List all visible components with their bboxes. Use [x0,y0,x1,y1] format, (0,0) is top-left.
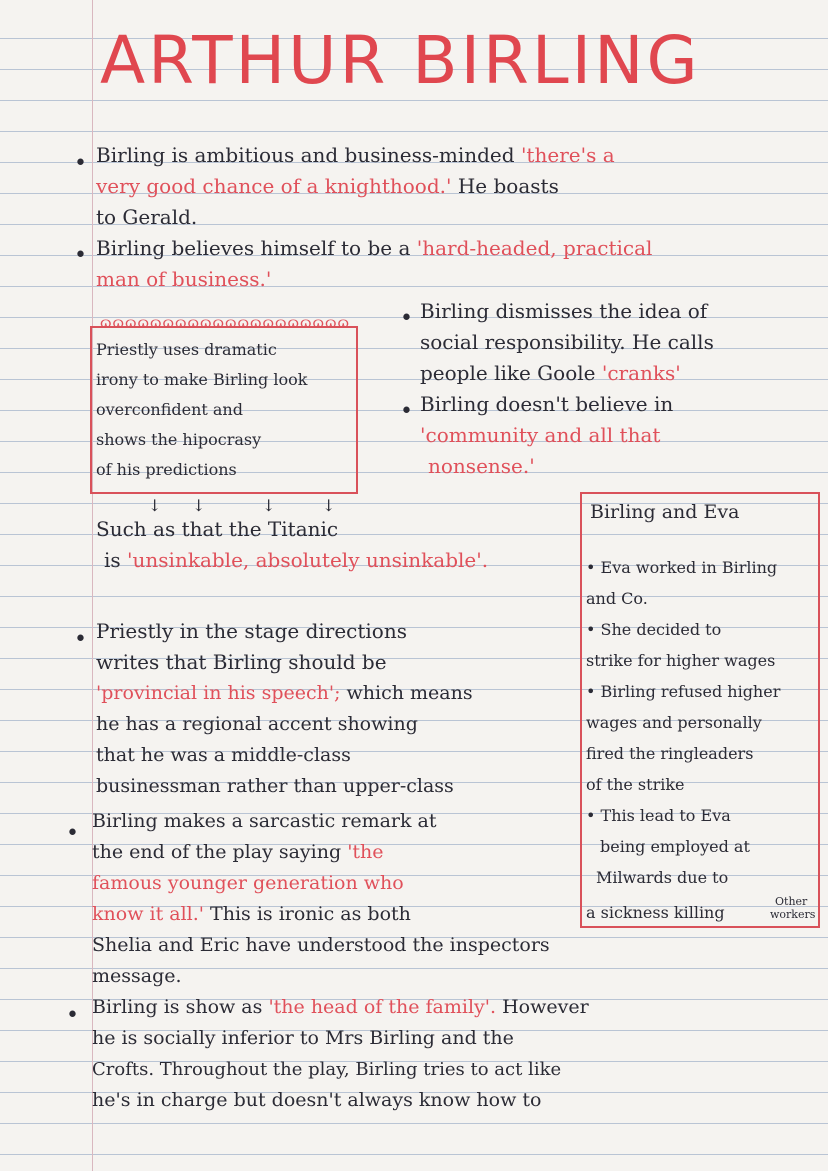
text-line: Such as that the Titanic [96,517,339,541]
text-line [96,233,652,264]
text-line [92,992,589,1023]
note-line: shows the hipocrasy [96,430,262,449]
box-note: workers [770,908,816,921]
text-line: Crofts. Throughout the play, Birling tries to act like [92,1059,562,1080]
text-line: businessman rather than upper-class [96,775,454,797]
quote: 'the head of the family'. [268,996,497,1018]
text-line [104,545,488,576]
text-line [92,899,411,930]
text-segment: Birling is show as [92,996,263,1018]
box-line: a sickness killing [586,903,725,922]
text-line: he has a regional accent showing [96,713,418,735]
bullet: • [74,151,87,176]
arrow-down-icon: ↓ [262,496,276,515]
text-line: he's in charge but doesn't always know how to [92,1089,542,1111]
text-line [92,837,384,868]
bullet: • [74,243,87,268]
bullet: • [400,399,413,424]
box-line: • Eva worked in Birling [586,558,778,577]
text-segment: However [502,996,589,1018]
quote: 'community and all that [420,423,661,447]
text-line: that he was a middle-class [96,744,351,766]
quote: 'the [347,841,384,863]
quote: 'provincial in his speech'; [96,682,341,704]
text-segment: people like Goole [420,361,596,385]
box-line: • She decided to [586,620,722,639]
quote: 'hard-headed, practical [416,236,653,260]
box-decoration: ɷɷɷɷɷɷɷɷɷɷɷɷɷɷɷɷɷɷɷɷ [100,316,350,330]
quote: nonsense.' [428,454,535,478]
text-line: he is socially inferior to Mrs Birling and the [92,1027,514,1049]
box-line: strike for higher wages [586,651,776,670]
text-line: Shelia and Eric have understood the inspectors [92,934,550,956]
text-line: Birling makes a sarcastic remark at [92,810,437,832]
text-line [96,678,473,709]
arrow-down-icon: ↓ [192,496,206,515]
note-line: Priestly uses dramatic [96,340,277,359]
text-line [96,140,615,171]
quote: 'there's a [520,143,615,167]
box-line: • Birling refused higher [586,682,781,701]
text-segment: is [104,548,121,572]
box-line: and Co. [586,589,648,608]
text-segment: Birling believes himself to be a [96,236,411,260]
page-title: ARTHUR BIRLING [100,22,701,99]
quote: know it all.' [92,903,204,925]
box-line: of the strike [586,775,685,794]
arrow-down-icon: ↓ [148,496,162,515]
box-line: fired the ringleaders [586,744,754,763]
box-line: Milwards due to [596,868,729,887]
text-segment: which means [346,682,473,704]
note-line: irony to make Birling look [96,370,308,389]
text-line [96,171,559,202]
quote: famous younger generation who [92,872,404,894]
bullet: • [400,306,413,331]
text-segment: He boasts [457,174,559,198]
note-line: overconfident and [96,400,243,419]
text-line: Birling dismisses the idea of [420,299,708,323]
text-line: message. [92,965,182,987]
box-line: being employed at [600,837,750,856]
text-line [420,358,681,389]
box-title: Birling and Eva [590,501,740,523]
text-line: Birling doesn't believe in [420,392,674,416]
bullet: • [74,627,87,652]
note-line: of his predictions [96,460,237,479]
text-line: social responsibility. He calls [420,330,714,354]
text-segment: Birling is ambitious and business-minded [96,143,515,167]
box-line: • This lead to Eva [586,806,731,825]
text-line: Priestly in the stage directions [96,619,407,643]
text-segment: the end of the play saying [92,841,342,863]
quote: 'unsinkable, absolutely unsinkable'. [127,548,489,572]
quote: man of business.' [96,267,272,291]
box-line: wages and personally [586,713,762,732]
bullet: • [66,821,79,846]
box-note: Other [775,895,808,908]
text-segment: This is ironic as both [210,903,411,925]
arrow-down-icon: ↓ [322,496,336,515]
dramatic-irony-note [96,335,356,485]
bullet: • [66,1003,79,1028]
text-line: writes that Birling should be [96,650,387,674]
text-line: to Gerald. [96,205,198,229]
quote: 'cranks' [601,361,681,385]
quote: very good chance of a knighthood.' [96,174,452,198]
